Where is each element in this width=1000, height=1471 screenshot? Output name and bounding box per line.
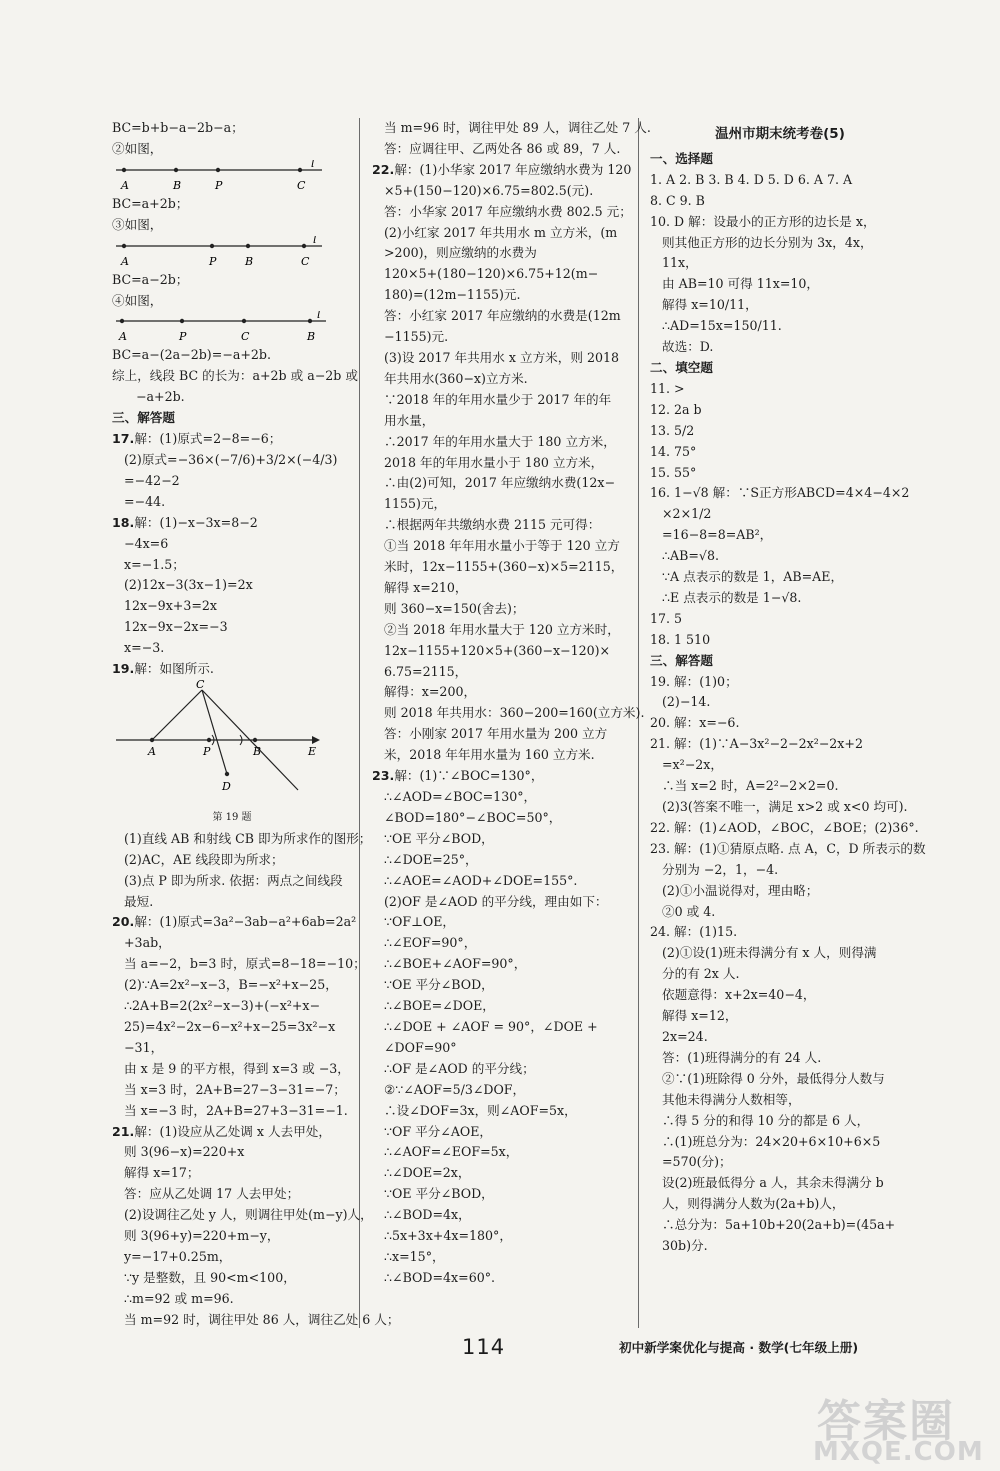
line-figure-3 xyxy=(112,236,352,270)
text-line: 则 2018 年共用水：360−200=160(立方米). xyxy=(384,705,645,721)
text-line: 故选：D. xyxy=(662,339,714,355)
column-divider xyxy=(359,118,360,1328)
text-line: ③如图， xyxy=(112,216,163,232)
text-line: ∴∠BOE+∠AOF=90°， xyxy=(384,956,527,972)
text-line: ∴∠DOE=25°， xyxy=(384,851,478,867)
text-line: 120×5+(180−120)×6.75+12(m− xyxy=(384,266,599,282)
text-line: 由 x 是 9 的平方根，得到 x=3 或 −3， xyxy=(124,1060,350,1076)
text-line: 1. A 2. B 3. B 4. D 5. D 6. A 7. A xyxy=(650,171,853,187)
text-line: 22. 解：(1)∠AOD，∠BOC，∠BOE；(2)36°. xyxy=(650,819,919,835)
text-line: −1155)元. xyxy=(384,329,449,345)
text-line: 分的有 2x 人. xyxy=(662,966,740,982)
question-number: 17. xyxy=(112,431,135,447)
point-label: B xyxy=(253,744,262,758)
text-line: (2)AC，AE 线段即为所求； xyxy=(124,851,284,867)
text-line: BC=a−2b； xyxy=(112,271,189,287)
text-line: ∴∠DOE=2x， xyxy=(384,1165,471,1181)
text-line: ∠BOD=180°−∠BOC=50°， xyxy=(384,809,562,825)
text-line: 答：应从乙处调 17 人去甲处； xyxy=(124,1186,300,1202)
point-label: P xyxy=(209,254,217,268)
text-line: 21. 解：(1)∵A−3x²−2−2x²−2x+2 xyxy=(650,736,863,752)
text-line: ∴AD=15x=150/11. xyxy=(662,318,782,334)
text-line: 解得 x=17； xyxy=(124,1165,200,1181)
text-line: 19. 解：(1)0； xyxy=(650,673,738,689)
text-line: ∴得 5 分的和得 10 分的都是 6 人， xyxy=(662,1112,870,1128)
text-line: 12x−9x−2x=−3 xyxy=(124,619,228,635)
point-label: P xyxy=(203,744,211,758)
point-label: C xyxy=(241,330,250,344)
text-line: −4x=6 xyxy=(124,535,169,551)
text-line: =−44. xyxy=(124,493,166,509)
text-line: 2x=24. xyxy=(662,1028,708,1044)
text-line: 11. > xyxy=(650,380,685,396)
point-label: C xyxy=(196,679,205,691)
line-figure-4 xyxy=(112,311,352,345)
text-line: 解：(1)−x−3x=8−2 xyxy=(134,514,258,530)
point-label: B xyxy=(173,178,182,192)
text-line: 依题意得：x+2x=40−4， xyxy=(662,987,816,1003)
text-line: (2)OF 是∠AOD 的平分线，理由如下： xyxy=(384,893,608,909)
text-line: ∴由(2)可知，2017 年应缴纳水费(12x− xyxy=(384,475,616,491)
text-line: 解：如图所示. xyxy=(134,661,214,677)
text-line: (2)设调往乙处 y 人，则调往甲处(m−y)人， xyxy=(124,1207,373,1223)
text-line: ∴2A+B=2(2x²−x−3)+(−x²+x− xyxy=(124,998,321,1014)
point-label: D xyxy=(222,779,231,793)
text-line: ∵OF⊥OE， xyxy=(384,914,456,930)
text-line: (2)3(答案不唯一，满足 x>2 或 x<0 均可). xyxy=(662,799,908,814)
text-line: ×2×1/2 xyxy=(662,506,712,522)
text-line: ∵A 点表示的数是 1，AB=AE， xyxy=(662,569,844,585)
text-line: =16−8=8=AB²， xyxy=(662,527,773,543)
text-line: ∴∠DOE + ∠AOF = 90°，∠DOE + xyxy=(384,1018,598,1034)
text-line: 12x−9x+3=2x xyxy=(124,598,218,614)
watermark-text: 答案圈 xyxy=(817,1396,955,1447)
text-line: 则其他正方形的边长分别为 3x，4x， xyxy=(662,234,873,250)
text-line: 14. 75° xyxy=(650,443,697,459)
text-line: BC=b+b−a−2b−a； xyxy=(112,120,244,135)
text-line: 人，则得满分人数为(2a+b)人， xyxy=(662,1196,845,1212)
text-line: 米，2018 年年用水量为 160 立方米. xyxy=(384,747,595,763)
section-heading: 三、解答题 xyxy=(650,652,713,668)
question-number: 23. xyxy=(372,768,395,784)
point-label: E xyxy=(308,744,317,758)
text-line: ∴∠EOF=90°， xyxy=(384,935,477,951)
text-line: 13. 5/2 xyxy=(650,422,695,438)
text-line: x=−1.5； xyxy=(124,556,185,572)
text-line: 米时，12x−1155+(360−x)×5=2115， xyxy=(384,559,624,575)
text-line: 年共用水(360−x)立方米. xyxy=(384,370,528,386)
text-line: =570(分)； xyxy=(662,1154,732,1170)
point-label: P xyxy=(215,178,223,192)
text-line: ∴∠AOE=∠AOD+∠DOE=155°. xyxy=(384,872,578,888)
text-line: 解得：x=200， xyxy=(384,684,477,700)
text-line: BC=a+2b； xyxy=(112,195,189,211)
text-line: 答：小华家 2017 年应缴纳水费 802.5 元； xyxy=(384,203,632,219)
question-number: 20. xyxy=(112,914,135,930)
text-line: (2)−14. xyxy=(662,694,711,710)
text-line: 用水量， xyxy=(384,412,435,428)
text-line: ∴当 x=2 时，A=2²−2×2=0. xyxy=(662,778,839,794)
text-line: ∴x=15°， xyxy=(384,1248,445,1264)
question-number: 18. xyxy=(112,514,135,530)
watermark-logo xyxy=(805,1385,995,1471)
section-heading: 三、解答题 xyxy=(112,410,175,426)
text-line: 答：小红家 2017 年应缴纳的水费是(12m xyxy=(384,308,621,324)
text-line: 当 x=−3 时，2A+B=27+3−31=−1. xyxy=(124,1102,348,1118)
text-line: ∴AB=√8. xyxy=(662,548,719,564)
text-line: 30b)分. xyxy=(662,1238,708,1254)
text-line: 综上，线段 BC 的长为：a+2b 或 a−2b 或 xyxy=(112,368,358,384)
text-line: 解：(1)小华家 2017 年应缴纳水费为 120 xyxy=(394,161,632,177)
text-line: 10. D 解：设最小的正方形的边长是 x， xyxy=(650,213,876,229)
line-label: l xyxy=(317,311,321,322)
text-line: (3)设 2017 年共用水 x 立方米，则 2018 xyxy=(384,349,619,365)
text-line: 18. 1 510 xyxy=(650,631,711,647)
text-line: 当 a=−2，b=3 时，原式=8−18=−10； xyxy=(124,956,366,972)
text-line: =−42−2 xyxy=(124,472,180,488)
point-label: C xyxy=(297,178,306,192)
text-line: ∵OF 平分∠AOE， xyxy=(384,1123,493,1139)
text-line: 当 x=3 时，2A+B=27−3−31=−7； xyxy=(124,1081,346,1097)
text-line: 15. 55° xyxy=(650,464,697,480)
text-line: ②∵∠AOF=5/3∠DOF， xyxy=(384,1081,526,1097)
text-line: ②0 或 4. xyxy=(662,903,716,919)
text-line: (1)直线 AB 和射线 CB 即为所求作的图形； xyxy=(124,830,372,846)
text-line: ∵2018 年的年用水量少于 2017 年的年 xyxy=(384,391,612,407)
text-line: ②当 2018 年用水量大于 120 立方米时， xyxy=(384,621,620,637)
text-line: −a+2b. xyxy=(136,389,185,405)
text-line: 8. C 9. B xyxy=(650,192,705,208)
line-figure-2 xyxy=(112,160,352,194)
text-line: (3)点 P 即为所求. 依据：两点之间线段 xyxy=(124,872,343,888)
text-line: ∴总分为：5a+10b+20(2a+b)=(45a+ xyxy=(662,1217,896,1233)
text-line: ∴5x+3x+4x=180°， xyxy=(384,1228,512,1244)
text-line: 12. 2a b xyxy=(650,401,702,417)
text-line: ∴2017 年的年用水量大于 180 立方米， xyxy=(384,433,616,449)
text-line: ④如图， xyxy=(112,292,163,308)
text-line: (2)原式=−36×(−7/6)+3/2×(−4/3) xyxy=(124,451,338,467)
line-label: l xyxy=(313,235,317,246)
text-line: y=−17+0.25m， xyxy=(124,1248,232,1264)
point-label: A xyxy=(119,330,127,344)
text-line: 解得 x=10/11， xyxy=(662,297,758,313)
question-number: 21. xyxy=(112,1123,135,1139)
figure-caption: 第 19 题 xyxy=(212,811,252,823)
text-line: 23. 解：(1)①猜原点略. 点 A，C，D 所表示的数 xyxy=(650,840,926,856)
text-line: ∵OE 平分∠BOD， xyxy=(384,977,494,993)
point-label: B xyxy=(307,330,316,344)
text-line: 解：(1)设应从乙处调 x 人去甲处， xyxy=(134,1123,331,1139)
text-line: =x²−2x， xyxy=(662,757,723,773)
text-line: 由 AB=10 可得 11x=10， xyxy=(662,276,820,292)
text-line: 解得 x=12， xyxy=(662,1008,738,1024)
column-right xyxy=(650,118,926,1257)
text-line: ∵OE 平分∠BOD， xyxy=(384,830,494,846)
text-line: 12x−1155+120×5+(360−x−120)× xyxy=(384,642,611,658)
point-label: A xyxy=(121,254,129,268)
text-line: 答：应调往甲、乙两处各 86 或 89，7 人. xyxy=(384,140,621,156)
text-line: 180)=(12m−1155)元. xyxy=(384,287,521,303)
text-line: 17. 5 xyxy=(650,610,683,626)
text-line: 16. 1−√8 解：∵S正方形ABCD=4×4−4×2 xyxy=(650,485,910,501)
text-line: (2)①小温说得对，理由略； xyxy=(662,882,819,898)
text-line: ∴(1)班总分为：24×20+6×10+6×5 xyxy=(662,1133,881,1149)
text-line: 解得 x=210， xyxy=(384,579,468,595)
text-line: ∴m=92 或 m=96. xyxy=(124,1290,234,1306)
text-line: ∴根据两年共缴纳水费 2115 元可得： xyxy=(384,517,601,533)
text-line: ×5+(150−120)×6.75=802.5(元). xyxy=(384,182,594,198)
text-line: 解：(1)原式=2−8=−6； xyxy=(134,431,282,447)
exam-title: 温州市期末统考卷(5) xyxy=(715,126,845,142)
page-number: 114 xyxy=(462,1335,506,1359)
section-heading: 二、填空题 xyxy=(650,359,713,375)
text-line: ②∵(1)班除得 0 分外，最低得分人数与 xyxy=(662,1070,885,1086)
text-line: ∴∠BOD=4x=60°. xyxy=(384,1269,496,1285)
text-line: 最短. xyxy=(124,893,154,909)
text-line: x=−3. xyxy=(124,640,165,656)
text-line: 分别为 −2，1，−4. xyxy=(662,861,779,877)
text-line: 11x， xyxy=(662,255,698,271)
text-line: BC=a−(2a−2b)=−a+2b. xyxy=(112,347,271,363)
text-line: ∵y 是整数，且 90<m<100， xyxy=(124,1269,296,1285)
text-line: ②如图， xyxy=(112,140,163,156)
text-line: 20. 解：x=−6. xyxy=(650,715,740,731)
text-line: 24. 解：(1)15. xyxy=(650,924,738,940)
text-line: (2)①设(1)班未得满分有 x 人，则得满 xyxy=(662,945,877,961)
text-line: (2)12x−3(3x−1)=2x xyxy=(124,577,253,593)
text-line: 解：(1)原式=3a²−3ab−a²+6ab=2a² xyxy=(134,914,357,930)
text-line: 25)=4x²−2x−6−x²+x−25=3x²−x xyxy=(124,1019,336,1034)
text-line: ∴∠BOE=∠DOE， xyxy=(384,998,495,1014)
geometry-figure-19 xyxy=(112,680,352,829)
text-line: 解：(1)∵∠BOC=130°， xyxy=(394,768,544,784)
text-line: 答：(1)班得满分的有 24 人. xyxy=(662,1049,822,1065)
text-line: ①当 2018 年年用水量小于等于 120 立方 xyxy=(384,538,620,554)
text-line: ∴∠BOD=4x， xyxy=(384,1207,471,1223)
point-label: C xyxy=(301,254,310,268)
text-line: ∵OE 平分∠BOD， xyxy=(384,1186,494,1202)
text-line: 设(2)班最低得分 a 人，其余未得满分 b xyxy=(662,1175,884,1191)
question-number: 22. xyxy=(372,161,395,177)
text-line: (2)小红家 2017 年共用水 m 立方米，(m xyxy=(384,224,618,240)
question-number: 19. xyxy=(112,661,135,677)
text-line: 其他未得满分人数相等， xyxy=(662,1091,801,1107)
text-line: 则 3(96−x)=220+x xyxy=(124,1144,245,1160)
text-line: 则 360−x=150(舍去)； xyxy=(384,600,525,616)
point-label: B xyxy=(245,254,254,268)
text-line: ∴E 点表示的数是 1−√8. xyxy=(662,589,802,605)
text-line: (2)∵A=2x²−x−3，B=−x²+x−25， xyxy=(124,977,338,993)
watermark-url: MXQE.COM xyxy=(813,1437,984,1467)
section-heading: 一、选择题 xyxy=(650,150,713,166)
text-line: −31， xyxy=(124,1039,164,1055)
column-left xyxy=(112,118,400,1331)
text-line: 当 m=96 时，调往甲处 89 人，调往乙处 7 人. xyxy=(384,120,651,135)
text-line: 答：小刚家 2017 年用水量为 200 立方 xyxy=(384,726,608,742)
text-line: +3ab， xyxy=(124,935,171,951)
point-label: P xyxy=(179,330,187,344)
text-line: ∴∠AOF=∠EOF=5x， xyxy=(384,1144,519,1160)
text-line: 当 m=92 时，调往甲处 86 人，调往乙处 6 人； xyxy=(124,1311,400,1327)
text-line: 1155)元， xyxy=(384,496,447,512)
text-line: ∠DOF=90° xyxy=(384,1039,457,1055)
text-line: >200)，则应缴纳的水费为 xyxy=(384,245,537,261)
text-line: 则 3(96+y)=220+m−y， xyxy=(124,1228,280,1244)
text-line: 2018 年的年用水量小于 180 立方米， xyxy=(384,454,604,470)
book-title: 初中新学案优化与提高 · 数学(七年级上册) xyxy=(619,1340,859,1355)
line-label: l xyxy=(311,159,315,170)
text-line: ∴∠AOD=∠BOC=130°， xyxy=(384,789,537,804)
point-label: A xyxy=(121,178,129,192)
text-line: ∴设∠DOF=3x，则∠AOF=5x， xyxy=(384,1102,577,1118)
column-middle xyxy=(372,118,651,1289)
text-line: 6.75=2115， xyxy=(384,663,468,679)
text-line: ∴OF 是∠AOD 的平分线； xyxy=(384,1060,535,1076)
point-label: A xyxy=(148,744,156,758)
